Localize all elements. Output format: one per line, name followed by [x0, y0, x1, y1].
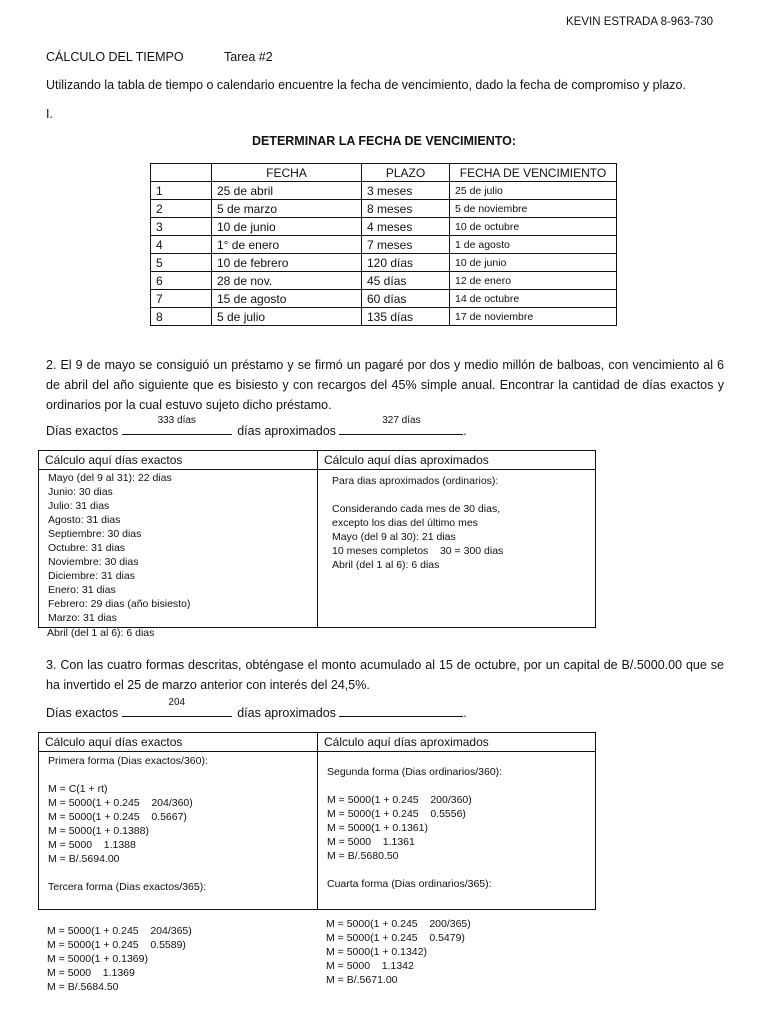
exact-days-label: Días exactos — [46, 706, 119, 720]
calc-line: M = B/.5694.00 — [48, 853, 120, 865]
calc-line: M = 5000 1.1369 — [47, 967, 135, 979]
task-number: Tarea #2 — [224, 50, 273, 64]
date-cell: 10 de junio — [212, 218, 362, 236]
term-cell: 60 días — [362, 290, 450, 308]
date-cell: 15 de agosto — [212, 290, 362, 308]
date-cell: 10 de febrero — [212, 254, 362, 272]
calc-line — [327, 779, 502, 793]
date-cell: 5 de marzo — [212, 200, 362, 218]
calc-line: Mayo (del 9 al 30): 21 dias — [332, 531, 456, 543]
term-cell: 3 meses — [362, 182, 450, 200]
calc-line: M = 5000(1 + 0.245 204/360) — [48, 797, 193, 809]
calc-line: Primera forma (Dias exactos/360): — [48, 755, 208, 767]
calc-line: Tercera forma (Dias exactos/365): — [48, 881, 207, 893]
first-third-form-work — [39, 752, 318, 909]
calc-box-header — [39, 451, 595, 470]
q2-calculation-box — [38, 450, 596, 628]
term-cell: 4 meses — [362, 218, 450, 236]
calc-line: Agosto: 31 dias — [48, 514, 121, 526]
q3-answer-line: Días exactos 204 días aproximados . — [46, 703, 467, 723]
table-row — [151, 290, 617, 308]
subject-title: CÁLCULO DEL TIEMPO — [46, 50, 184, 64]
approx-days-header: Cálculo aquí días aproximados — [324, 735, 489, 749]
row-number-cell: 7 — [151, 290, 212, 308]
calc-line: M = 5000(1 + 0.245 0.5589) — [47, 939, 186, 951]
header-cell — [151, 164, 212, 182]
due-date-table — [150, 163, 617, 326]
row-number-cell: 3 — [151, 218, 212, 236]
due-date-cell: 1 de agosto — [450, 236, 617, 254]
calc-line: M = 5000(1 + 0.245 200/365) — [326, 918, 471, 930]
table-row — [151, 272, 617, 290]
question-2-text: 2. El 9 de mayo se consiguió un préstamo y se firmó un pagaré por dos y medio millón de balboas, con vencimiento al 6 de abril del año siguiente que es bisiesto y con recargos del 45% simple anual. Encontrar la cantidad de días exactos y ordinarios por la cual estuvo sujeto dicho préstamo. — [46, 358, 724, 412]
fourth-form-work — [326, 917, 471, 987]
calc-line: Abril (del 1 al 6): 6 dias — [332, 559, 440, 571]
q3-calculation-box — [38, 732, 596, 910]
date-cell: 5 de julio — [212, 308, 362, 326]
term-cell: 120 días — [362, 254, 450, 272]
exact-days-value: 204 — [168, 697, 186, 708]
approx-days-label: días aproximados — [237, 706, 336, 720]
table-row — [151, 200, 617, 218]
calc-line: excepto los dias del último mes — [332, 517, 478, 529]
row-number-cell: 1 — [151, 182, 212, 200]
calc-line: M = C(1 + rt) — [48, 783, 108, 795]
exact-days-header: Cálculo aquí días exactos — [39, 733, 318, 751]
due-date-table-wrap — [150, 163, 617, 326]
calc-line: Octubre: 31 dias — [48, 542, 126, 554]
due-date-cell: 14 de octubre — [450, 290, 617, 308]
row-number-cell: 6 — [151, 272, 212, 290]
calc-line: Enero: 31 dias — [48, 584, 116, 596]
exact-days-blank — [122, 415, 232, 435]
third-form-work — [47, 924, 192, 994]
table-row — [151, 254, 617, 272]
due-date-cell: 12 de enero — [450, 272, 617, 290]
calc-line: M = 5000(1 + 0.1369) — [47, 953, 148, 965]
task-line — [224, 48, 273, 66]
calc-line: Segunda forma (Dias ordinarios/360): — [327, 766, 503, 778]
exact-days-overflow-line: Abril (del 1 al 6): 6 dias — [47, 627, 155, 639]
calc-line — [332, 488, 503, 502]
table-row — [151, 182, 617, 200]
calc-line: Para dias aproximados (ordinarios): — [332, 475, 499, 487]
row-number-cell: 2 — [151, 200, 212, 218]
due-date-cell: 10 de junio — [450, 254, 617, 272]
section-one-label: I. — [46, 107, 53, 121]
calc-line: M = 5000 1.1388 — [48, 839, 136, 851]
calc-line: M = 5000 1.1342 — [326, 960, 414, 972]
calc-line: Junio: 30 dias — [48, 486, 113, 498]
due-date-cell: 10 de octubre — [450, 218, 617, 236]
calc-line: M = B/.5671.00 — [326, 974, 398, 986]
calc-line: Mayo (del 9 al 31): 22 dias — [48, 472, 172, 484]
calc-line: Noviembre: 30 dias — [48, 556, 139, 568]
exact-days-label: Días exactos — [46, 424, 119, 438]
approx-days-header: Cálculo aquí días aproximados — [324, 453, 489, 467]
calc-line — [48, 768, 208, 782]
term-cell: 135 días — [362, 308, 450, 326]
row-number-cell: 8 — [151, 308, 212, 326]
calc-line: Considerando cada mes de 30 dias, — [332, 503, 501, 515]
due-date-cell: 17 de noviembre — [450, 308, 617, 326]
calc-line: M = 5000(1 + 0.245 0.5556) — [327, 808, 466, 820]
row-number-cell: 4 — [151, 236, 212, 254]
exact-days-value: 333 días — [157, 415, 196, 426]
calc-line — [48, 866, 208, 880]
question-3-text: 3. Con las cuatro formas descritas, obténgase el monto acumulado al 15 de octubre, por un capital de B/.5000.00 que se ha invertido el 25 de marzo anterior con interés del 24,5%. — [46, 658, 724, 692]
approx-days-blank — [339, 703, 463, 717]
term-cell: 7 meses — [362, 236, 450, 254]
calc-line: M = 5000(1 + 0.1388) — [48, 825, 149, 837]
exact-days-blank — [122, 697, 232, 717]
term-cell: 8 meses — [362, 200, 450, 218]
date-cell: 28 de nov. — [212, 272, 362, 290]
calc-line — [327, 863, 502, 877]
approx-days-work — [318, 470, 595, 627]
q2-answer-line: Días exactos 333 días días aproximados 327 días . — [46, 421, 467, 441]
approx-days-value: 327 días — [382, 415, 421, 426]
table-row — [151, 236, 617, 254]
calc-line: M = 5000 1.1361 — [327, 836, 415, 848]
calc-line: M = 5000(1 + 0.245 0.5479) — [326, 932, 465, 944]
title-line — [46, 48, 184, 66]
date-cell: 25 de abril — [212, 182, 362, 200]
calc-line: M = 5000(1 + 0.245 200/360) — [327, 794, 472, 806]
calc-line: M = 5000(1 + 0.245 0.5667) — [48, 811, 187, 823]
instructions: Utilizando la tabla de tiempo o calendario encuentre la fecha de vencimiento, dado la fecha de compromiso y plazo. — [46, 78, 686, 92]
second-fourth-form-work — [318, 752, 595, 909]
calc-line: M = B/.5684.50 — [47, 981, 119, 993]
calc-line: M = 5000(1 + 0.245 204/365) — [47, 925, 192, 937]
term-cell: 45 días — [362, 272, 450, 290]
calc-line: M = 5000(1 + 0.1342) — [326, 946, 427, 958]
exact-days-work — [39, 470, 318, 627]
calc-line: M = B/.5680.50 — [327, 850, 399, 862]
date-cell: 1° de enero — [212, 236, 362, 254]
calc-line: Febrero: 29 dias (año bisiesto) — [48, 598, 191, 610]
header-cell: FECHA DE VENCIMIENTO — [450, 164, 617, 182]
calc-line: Julio: 31 dias — [48, 500, 110, 512]
calc-line: Septiembre: 30 dias — [48, 528, 142, 540]
header-cell: FECHA — [212, 164, 362, 182]
calc-line: 10 meses completos 30 = 300 dias — [332, 545, 504, 557]
table-header-row — [151, 164, 617, 182]
due-date-cell: 5 de noviembre — [450, 200, 617, 218]
due-date-cell: 25 de julio — [450, 182, 617, 200]
calc-box-header — [39, 733, 595, 752]
table-row — [151, 308, 617, 326]
calc-line: Cuarta forma (Dias ordinarios/365): — [327, 878, 492, 890]
table-row — [151, 218, 617, 236]
table-title: DETERMINAR LA FECHA DE VENCIMIENTO: — [251, 134, 517, 148]
approx-days-blank — [339, 415, 463, 435]
row-number-cell: 5 — [151, 254, 212, 272]
student-name-id: KEVIN ESTRADA 8-963-730 — [566, 16, 714, 28]
approx-days-label: días aproximados — [237, 424, 336, 438]
header-cell: PLAZO — [362, 164, 450, 182]
calc-line: Diciembre: 31 dias — [48, 570, 135, 582]
calc-line: Marzo: 31 dias — [48, 612, 117, 624]
exact-days-header: Cálculo aquí días exactos — [39, 451, 318, 469]
calc-line: M = 5000(1 + 0.1361) — [327, 822, 428, 834]
